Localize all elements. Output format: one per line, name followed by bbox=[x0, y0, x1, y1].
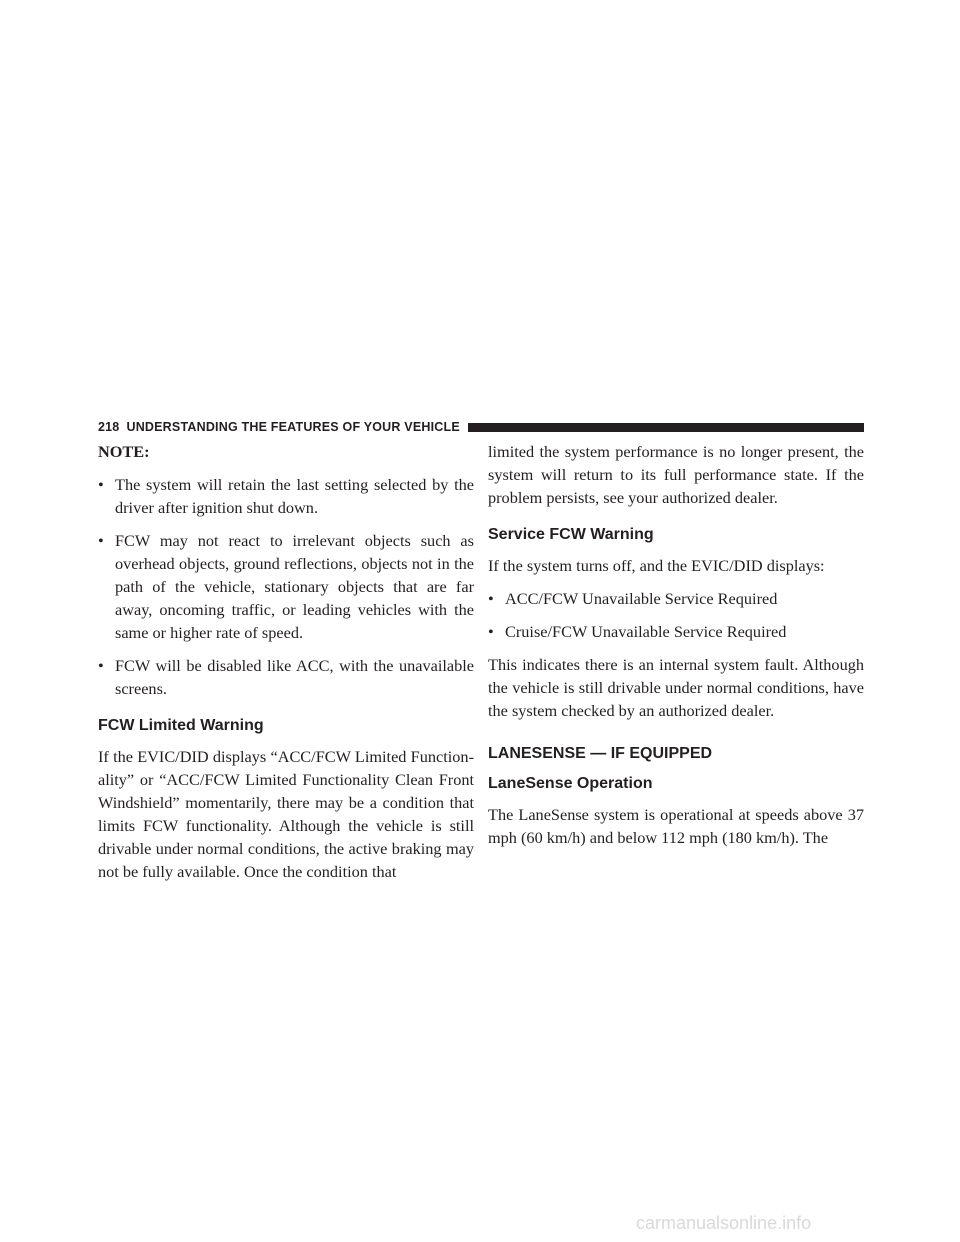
service-intro: If the system turns off, and the EVIC/DID displays: bbox=[488, 556, 825, 575]
bullet-marker: • bbox=[98, 475, 104, 494]
bullet-marker: • bbox=[98, 531, 104, 550]
service-paragraph: This indicates there is an internal system fault. Although the vehicle is still drivable under normal conditions, have the system checked by an authorized dealer. bbox=[488, 655, 864, 720]
service-fcw-warning-heading: Service FCW Warning bbox=[488, 526, 654, 543]
bullet-marker: • bbox=[488, 589, 494, 608]
watermark: carmanualsonline.info bbox=[636, 1213, 812, 1233]
note-bullet bbox=[98, 529, 474, 644]
bullet-text: FCW will be disabled like ACC, with the unavailable screens. bbox=[115, 656, 474, 698]
right-column bbox=[488, 440, 864, 849]
lanesense-operation-heading: LaneSense Operation bbox=[488, 775, 653, 792]
lanesense-operation-paragraph: The LaneSense system is operational at speeds above 37 mph (60 km/h) and below 112 mph (180 km/h). The bbox=[488, 805, 864, 847]
service-bullet bbox=[488, 587, 864, 610]
page-number: 218 bbox=[98, 420, 120, 434]
note-label: NOTE: bbox=[98, 442, 150, 461]
fcw-limited-warning-paragraph: If the EVIC/DID displays “ACC/FCW Limited Function-ality” or “ACC/FCW Limited Functionality Clean Front Windshield” momentarily, there may be a condition that limits FCW functionality. Although the vehicle is still drivable under normal conditions, the active braking may not be fully available. Once the condition that bbox=[98, 747, 474, 881]
bullet-text: Cruise/FCW Unavailable Service Required bbox=[505, 622, 787, 641]
bullet-text: The system will retain the last setting selected by the driver after ignition shut down. bbox=[115, 475, 474, 517]
bullet-marker: • bbox=[488, 622, 494, 641]
bullet-text: FCW may not react to irrelevant objects such as overhead objects, ground reflections, objects not in the path of the vehicle, stationary objects that are far away, oncoming traffic, or leading vehicles with the same or higher rate of speed. bbox=[115, 531, 474, 642]
note-bullet bbox=[98, 473, 474, 519]
left-column bbox=[98, 440, 474, 883]
page-header bbox=[98, 418, 864, 436]
lanesense-heading: LANESENSE — IF EQUIPPED bbox=[488, 745, 713, 762]
header-rule bbox=[468, 423, 864, 432]
continued-paragraph: limited the system performance is no longer present, the system will return to its full performance state. If the problem persists, see your authorized dealer. bbox=[488, 442, 864, 507]
bullet-text: ACC/FCW Unavailable Service Required bbox=[505, 589, 778, 608]
bullet-marker: • bbox=[98, 656, 104, 675]
service-bullet bbox=[488, 620, 864, 643]
fcw-limited-warning-heading: FCW Limited Warning bbox=[98, 717, 264, 734]
note-bullet bbox=[98, 654, 474, 700]
section-title: UNDERSTANDING THE FEATURES OF YOUR VEHICLE bbox=[126, 420, 460, 434]
